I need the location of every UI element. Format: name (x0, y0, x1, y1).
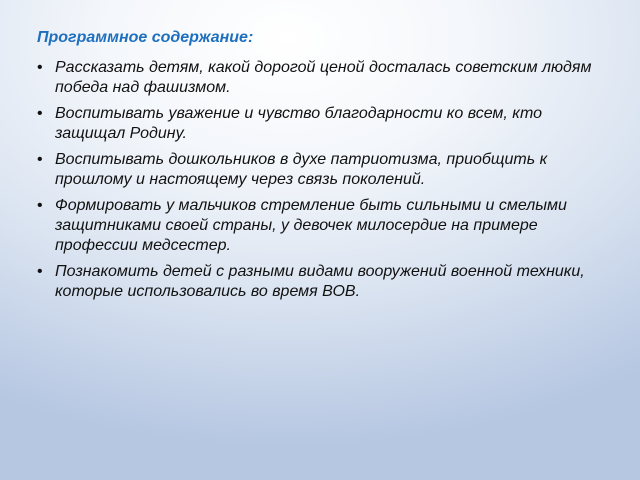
bullet-marker: • (37, 151, 43, 168)
slide-content (37, 28, 612, 308)
bullet-text: Воспитывать дошкольников в духе патриотизма, приобщить к прошлому и настоящему через связь поколений. (55, 151, 548, 188)
bullet-item (37, 58, 612, 98)
bullet-text: Познакомить детей с разными видами вооружений военной техники, которые использовались во время ВОВ. (55, 263, 585, 300)
bullet-item (37, 196, 612, 256)
bullet-marker: • (37, 263, 43, 280)
bullet-list (37, 58, 612, 302)
bullet-item (37, 262, 612, 302)
bullet-item (37, 150, 612, 190)
bullet-text: Рассказать детям, какой дорогой ценой досталась советским людям победа над фашизмом. (55, 59, 592, 96)
bullet-text: Воспитывать уважение и чувство благодарности ко всем, кто защищал Родину. (55, 105, 543, 142)
bullet-marker: • (37, 197, 43, 214)
bullet-marker: • (37, 59, 43, 76)
slide-heading: Программное содержание: (37, 29, 254, 46)
bullet-item (37, 104, 612, 144)
bullet-marker: • (37, 105, 43, 122)
bullet-text: Формировать у мальчиков стремление быть сильными и смелыми защитниками своей страны, у девочек милосердие на примере профессии медсестер. (55, 197, 567, 254)
